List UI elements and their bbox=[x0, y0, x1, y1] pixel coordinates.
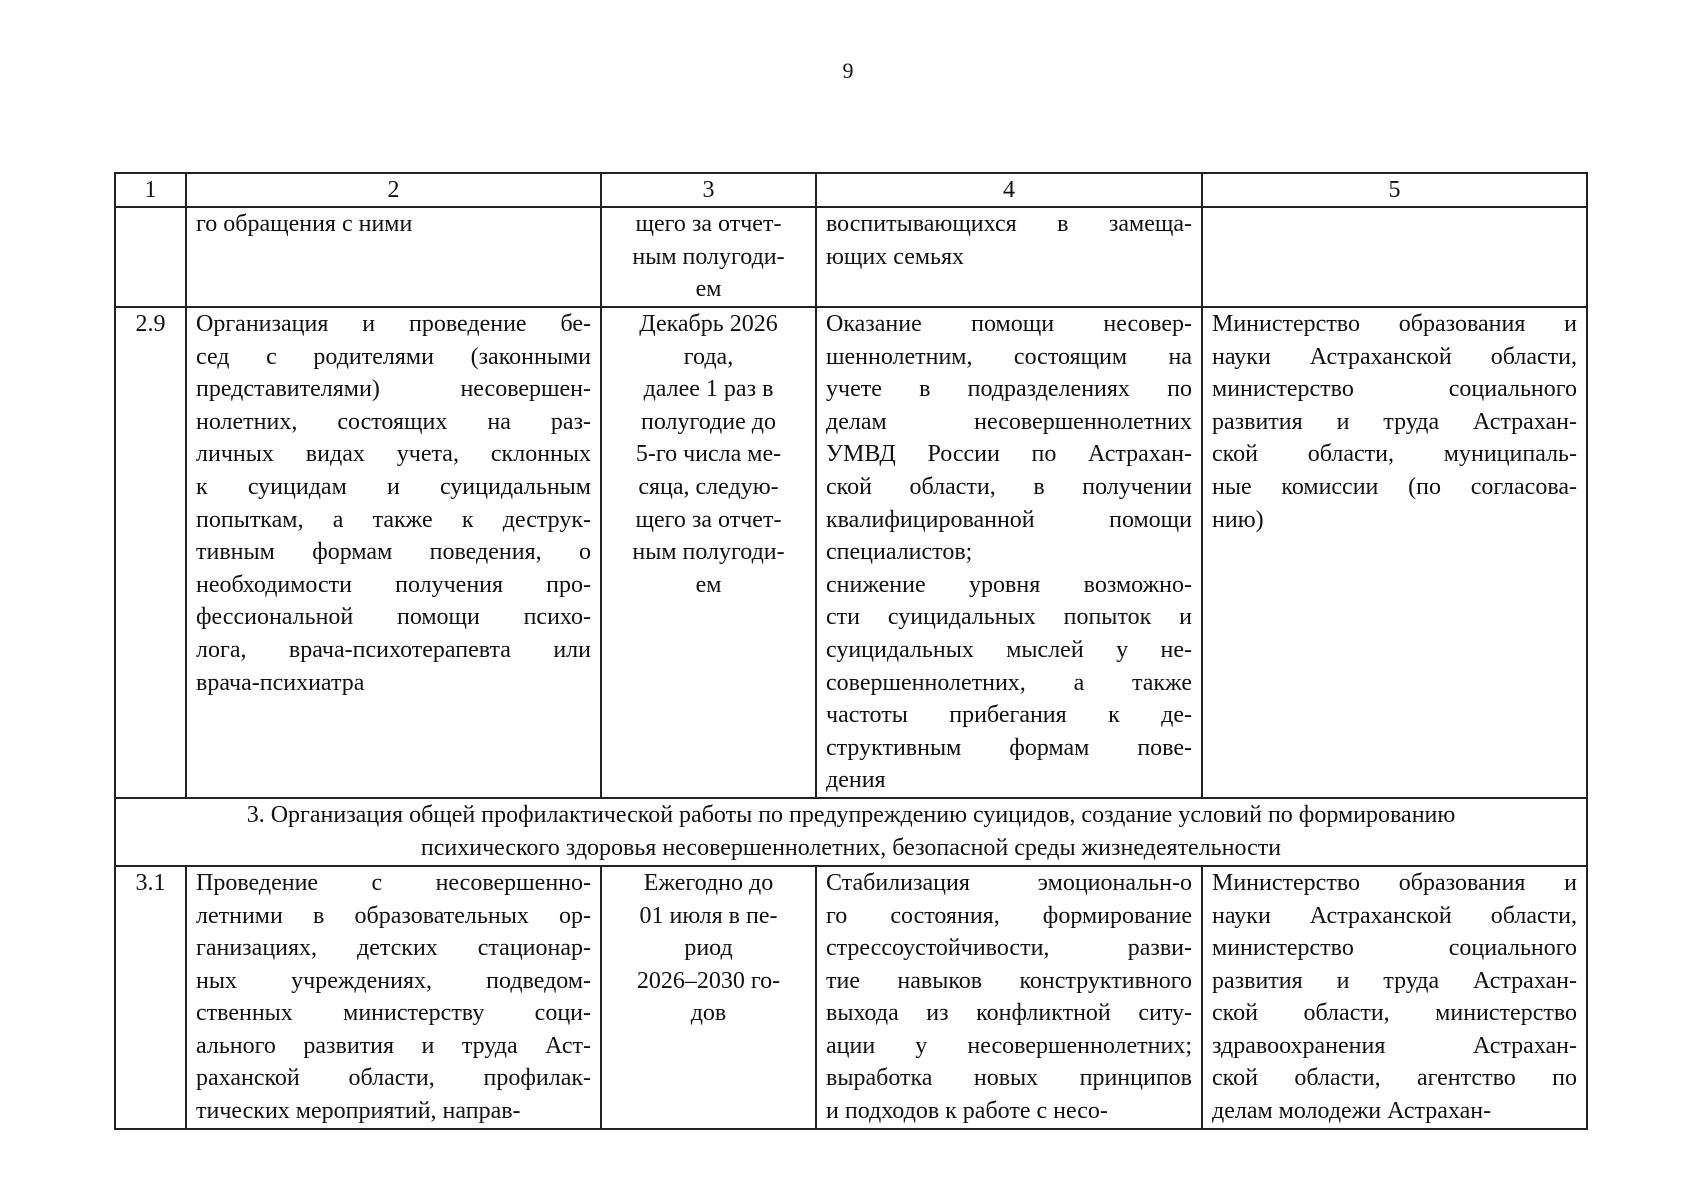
text-line: Проведение с несовершенно- bbox=[196, 869, 591, 896]
text-line: сяца, следую- bbox=[638, 473, 779, 500]
text-line: снижение уровня возможно- bbox=[826, 571, 1192, 598]
text-line: Оказание помощи несовер- bbox=[826, 311, 1192, 337]
text-line: структивным формам пове- bbox=[826, 734, 1192, 761]
text-line: далее 1 раз в bbox=[643, 376, 774, 403]
section-heading-row bbox=[115, 798, 1587, 866]
text-line: Декабрь 2026 bbox=[639, 311, 778, 337]
text-line: ской области, министерство bbox=[1212, 1000, 1577, 1027]
text-line: Стабилизация эмоциональн-о bbox=[826, 869, 1192, 896]
activity-cell bbox=[186, 307, 601, 798]
text-line: представителями) несовершен- bbox=[196, 376, 591, 403]
text-line: дов bbox=[690, 1000, 727, 1027]
text-line: ным полугоди- bbox=[632, 539, 785, 566]
text-line: совершеннолетних, а также bbox=[826, 669, 1192, 696]
text-line: тивным формам поведения, о bbox=[196, 539, 591, 566]
column-number-2: 2 bbox=[186, 173, 601, 207]
text-line: Министерство образования и bbox=[1212, 869, 1577, 896]
text-line: суицидальных мыслей у не- bbox=[826, 636, 1192, 663]
text-line: Министерство образования и bbox=[1212, 311, 1577, 337]
text-line: попыткам, а также к деструк- bbox=[196, 506, 591, 533]
text-line: здравоохранения Астрахан- bbox=[1212, 1032, 1577, 1059]
result-cell bbox=[816, 207, 1202, 307]
text-line: ской области, агентство по bbox=[1212, 1065, 1577, 1092]
text-line: сед с родителями (законными bbox=[196, 343, 591, 370]
text-line: ющих семьях bbox=[826, 243, 965, 270]
text-line: учете в подразделениях по bbox=[826, 376, 1192, 403]
text-line: стрессоустойчивости, разви- bbox=[826, 935, 1192, 962]
section-3-heading bbox=[115, 798, 1587, 866]
text-line: частоты прибегания к де- bbox=[826, 702, 1192, 729]
text-line: министерство социального bbox=[1212, 935, 1577, 962]
text-line: летними в образовательных ор- bbox=[196, 902, 591, 929]
text-line: ным полугоди- bbox=[632, 243, 785, 270]
text-line: врача-психиатра bbox=[196, 669, 365, 696]
text-line: квалифицированной помощи bbox=[826, 506, 1192, 533]
text-line: науки Астраханской области, bbox=[1212, 902, 1577, 929]
text-line: ального развития и труда Аст- bbox=[196, 1032, 591, 1059]
text-line: лога, врача-психотерапевта или bbox=[196, 636, 591, 663]
text-line: министерство социального bbox=[1212, 376, 1577, 403]
result-cell bbox=[816, 307, 1202, 798]
text-line: ской области, муниципаль- bbox=[1212, 441, 1577, 468]
text-line: Ежегодно до bbox=[643, 869, 774, 896]
deadline-cell bbox=[601, 307, 816, 798]
column-number-3: 3 bbox=[601, 173, 816, 207]
text-line: ных учреждениях, подведом- bbox=[196, 967, 591, 994]
text-line: дения bbox=[826, 767, 886, 794]
activity-plan-table bbox=[114, 172, 1588, 1130]
text-line: 2026–2030 го- bbox=[636, 967, 781, 994]
text-line: щего за отчет- bbox=[635, 211, 782, 237]
executor-cell bbox=[1202, 866, 1587, 1129]
text-line: го обращения с ними bbox=[196, 211, 413, 237]
text-line: тие навыков конструктивного bbox=[826, 967, 1192, 994]
text-line: года, bbox=[683, 343, 734, 370]
text-line: полугодие до bbox=[641, 408, 776, 435]
text-line: щего за отчет- bbox=[635, 506, 782, 533]
text-line: ской области, в получении bbox=[826, 473, 1192, 500]
result-cell bbox=[816, 866, 1202, 1129]
text-line: шеннолетним, состоящим на bbox=[826, 343, 1192, 370]
text-line: ные комиссии (по согласова- bbox=[1212, 473, 1577, 500]
text-line: фессиональной помощи психо- bbox=[196, 604, 591, 631]
text-line: 5-го числа ме- bbox=[635, 441, 782, 468]
text-line: го состояния, формирование bbox=[826, 902, 1192, 929]
row-number-cell bbox=[115, 207, 186, 307]
text-line: УМВД России по Астрахан- bbox=[826, 441, 1192, 468]
text-line: нолетних, состоящих на раз- bbox=[196, 408, 591, 435]
text-line: нию) bbox=[1212, 506, 1264, 533]
text-line: к суицидам и суицидальным bbox=[196, 473, 591, 500]
text-line: риод bbox=[684, 935, 733, 962]
text-line: воспитывающихся в замеща- bbox=[826, 211, 1192, 237]
text-line: 01 июля в пе- bbox=[639, 902, 778, 929]
executor-cell bbox=[1202, 207, 1587, 307]
text-line: ем bbox=[695, 276, 722, 303]
text-line: развития и труда Астрахан- bbox=[1212, 967, 1577, 994]
text-line: ганизациях, детских стационар- bbox=[196, 935, 591, 962]
text-line: 3. Организация общей профилактической работы по предупреждению суицидов, создание условий по формированию bbox=[246, 801, 1456, 828]
text-line: специалистов; bbox=[826, 539, 973, 566]
page-number: 9 bbox=[842, 58, 854, 83]
table-row-continuation bbox=[115, 207, 1587, 307]
text-line: сти суицидальных попыток и bbox=[826, 604, 1192, 631]
text-line: Организация и проведение бе- bbox=[196, 311, 591, 337]
column-number-5: 5 bbox=[1202, 173, 1587, 207]
table-row-2-9 bbox=[115, 307, 1587, 798]
text-line: личных видах учета, склонных bbox=[196, 441, 591, 468]
text-line: ации у несовершеннолетних; bbox=[826, 1032, 1192, 1059]
activity-cell bbox=[186, 866, 601, 1129]
text-line: развития и труда Астрахан- bbox=[1212, 408, 1577, 435]
text-line: выработка новых принципов bbox=[826, 1065, 1192, 1092]
deadline-cell bbox=[601, 207, 816, 307]
row-number-cell: 2.9 bbox=[115, 307, 186, 798]
row-number-cell: 3.1 bbox=[115, 866, 186, 1129]
text-line: и подходов к работе с несо- bbox=[826, 1098, 1108, 1125]
text-line: выхода из конфликтной ситу- bbox=[826, 1000, 1192, 1027]
text-line: ственных министерству соци- bbox=[196, 1000, 591, 1027]
column-number-4: 4 bbox=[816, 173, 1202, 207]
table-row-3-1 bbox=[115, 866, 1587, 1129]
text-line: делам молодежи Астрахан- bbox=[1212, 1098, 1492, 1125]
column-number-1: 1 bbox=[115, 173, 186, 207]
table-header-row bbox=[115, 173, 1587, 207]
text-line: психического здоровья несовершеннолетних, безопасной среды жизнедеятельности bbox=[420, 834, 1282, 861]
executor-cell bbox=[1202, 307, 1587, 798]
text-line: раханской области, профилак- bbox=[196, 1065, 591, 1092]
text-line: ем bbox=[695, 571, 722, 598]
text-line: тических мероприятий, направ- bbox=[196, 1098, 521, 1125]
text-line: необходимости получения про- bbox=[196, 571, 591, 598]
activity-cell bbox=[186, 207, 601, 307]
text-line: делам несовершеннолетних bbox=[826, 408, 1192, 435]
deadline-cell bbox=[601, 866, 816, 1129]
text-line: науки Астраханской области, bbox=[1212, 343, 1577, 370]
